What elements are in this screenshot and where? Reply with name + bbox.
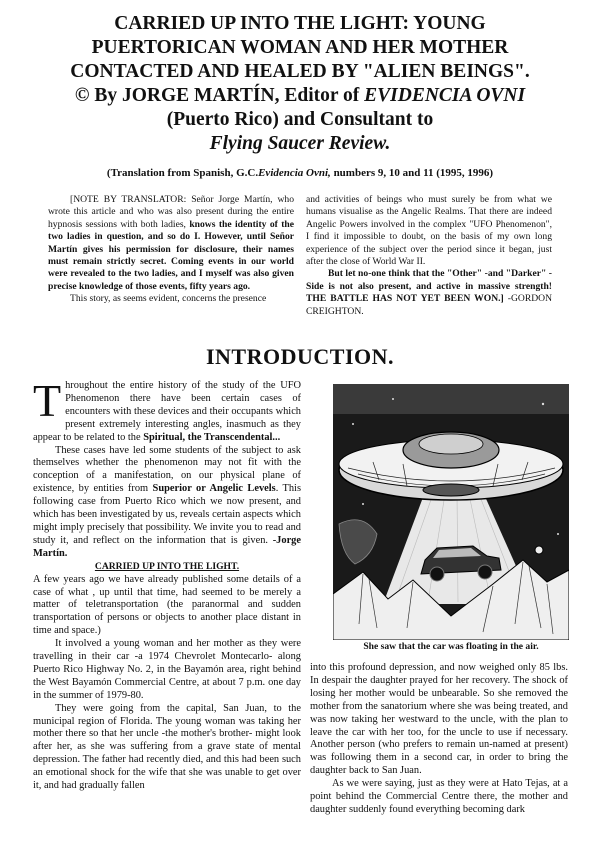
intro-p1-text: hroughout the entire history of the study of the UFO Phenomenon there have been certain cases of encounters with these devices and their occupants which present extremely interesting angles, inasmuch as they appear to be related to the bbox=[33, 380, 301, 443]
note-p1-bold: knows the identity of the two ladies in question, and so do I. However, until Señor Martín gives his permission for disclosure, their names must remain strictly secret. Coming events in our world were revealed to the two ladies, and I myself was also given precise knowledge of those events, fifty years ago. bbox=[48, 218, 294, 292]
section-paragraph-5: As we were saying, just as they were at Hato Tejas, at a point behind the Commercial Centre there, the mother and daughter suddenly found everything becoming dark bbox=[310, 778, 568, 815]
intro-signature: -Jorge Martín. bbox=[33, 534, 301, 559]
intro-p2-text-a: These cases have led some students of the subject to ask themselves whether the phenomenon may not fit with the conception of a manifestation, on our physical plane of existence, by entities from bbox=[33, 444, 301, 495]
article-title bbox=[40, 12, 560, 156]
title-line-6 bbox=[40, 132, 560, 156]
note-paragraph-1 bbox=[48, 194, 294, 293]
note-paragraph-4 bbox=[306, 268, 552, 318]
title-line-4 bbox=[40, 84, 560, 108]
section-heading: CARRIED UP INTO THE LIGHT. bbox=[94, 560, 240, 572]
intro-paragraph-2 bbox=[33, 445, 301, 561]
section-paragraph-4: into this profound depression, and now weighed only 85 lbs. In despair the daughter prayed for her recovery. The shock of losing her mother would be unbearable. So she removed the mother from the sanatorium where she was being treated, and was now taking her westward to the uncle, with the plan to leave the car with her too, for the uncle to use if necessary. Another person (who prefers to remain un-named at present) was following them in a second car, in order to bring the daughter back to San Juan. bbox=[310, 662, 568, 777]
note-paragraph-2: This story, as seems evident, concerns the presence bbox=[70, 293, 267, 305]
ufo-illustration bbox=[333, 384, 569, 640]
body-column-right bbox=[310, 662, 568, 817]
section-paragraph-1: A few years ago we have already published some details of a case of what , up until that time, had seemed to be merely a matter of teletransportation (the paranormal and sudden transportation of persons or objects to another place distant in time and space.) bbox=[33, 573, 301, 637]
translator-note-right bbox=[306, 194, 552, 318]
introduction-heading: INTRODUCTION. bbox=[205, 344, 395, 369]
title-magazine: EVIDENCIA OVNI bbox=[364, 85, 526, 106]
intro-p2-bold: Superior or Angelic Levels bbox=[152, 483, 276, 495]
note-signature: -GORDON CREIGHTON. bbox=[306, 293, 552, 317]
figure-caption: She saw that the car was floating in the air. bbox=[363, 641, 539, 652]
note-p1-text: [NOTE BY TRANSLATOR: Señor Jorge Martín, who wrote this article and who was also present during the entire hypnosis sessions with both ladies, bbox=[48, 194, 294, 230]
note-paragraph-3: and activities of beings who must surely be from what we humans visualise as the Angelic Realms. That there are indeed Angelic Powers involved in the complex "UFO Phenomenon", I find it impossible to doubt, on the basis of my own long experience of the subject over the period since it began, just after the close of World War II. bbox=[306, 194, 552, 268]
intro-p1-bold: Spiritual, the Transcendental... bbox=[143, 431, 281, 443]
translation-source: Evidencia Ovni, bbox=[258, 167, 331, 179]
translator-note-left bbox=[48, 194, 294, 306]
translation-note bbox=[20, 167, 580, 179]
title-line-5: (Puerto Rico) and Consultant to bbox=[166, 109, 434, 130]
title-line-2: PUERTORICAN WOMAN AND HER MOTHER bbox=[91, 37, 509, 58]
note-p4-bold: But let no-one think that the "Other" -and "Darker" -Side is not also present, and active in massive strength! THE BATTLE HAS NOT YET BEEN WON.] bbox=[306, 268, 552, 305]
title-line-1: CARRIED UP INTO THE LIGHT: YOUNG bbox=[114, 13, 486, 34]
title-line-3: CONTACTED AND HEALED BY "ALIEN BEINGS". bbox=[70, 61, 530, 82]
title-byline: © By JORGE MARTÍN, Editor of bbox=[74, 85, 365, 106]
title-journal: Flying Saucer Review. bbox=[209, 133, 391, 154]
intro-paragraph-1 bbox=[33, 375, 301, 445]
body-column-left bbox=[33, 375, 301, 793]
translation-suffix: numbers 9, 10 and 11 (1995, 1996) bbox=[330, 167, 494, 179]
drop-cap: T bbox=[33, 375, 62, 426]
section-paragraph-3: They were going from the capital, San Juan, to the municipal region of Florida. The young woman was taking her mother there so that her uncle -the mother's brother- might look after her, as she was suffering from a grave state of mental depression. The father had recently died, and this had been such an emotional shock for the wife that she was unable to get over it, and had gradually fallen bbox=[33, 702, 301, 792]
ufo-beam-car-illustration-icon bbox=[333, 384, 569, 640]
section-paragraph-2: It involved a young woman and her mother as they were travelling in their car -a 1974 Chevrolet Montecarlo- along Puerto Rico Highway No. 2, in the Bayamón area, right behind the West Bayamón Commercial Centre, at about 7 p.m. one day in the summer of 1979-80. bbox=[33, 638, 301, 701]
intro-p2-text-b: . This following case from Puerto Rico which we now present, and which has been investigated by us, reveals certain aspects which might imply precisely that possibility. We invite you to read and study it, and reflect on the information that is given. bbox=[33, 483, 301, 546]
translation-prefix: (Translation from Spanish, G.C. bbox=[106, 167, 259, 179]
